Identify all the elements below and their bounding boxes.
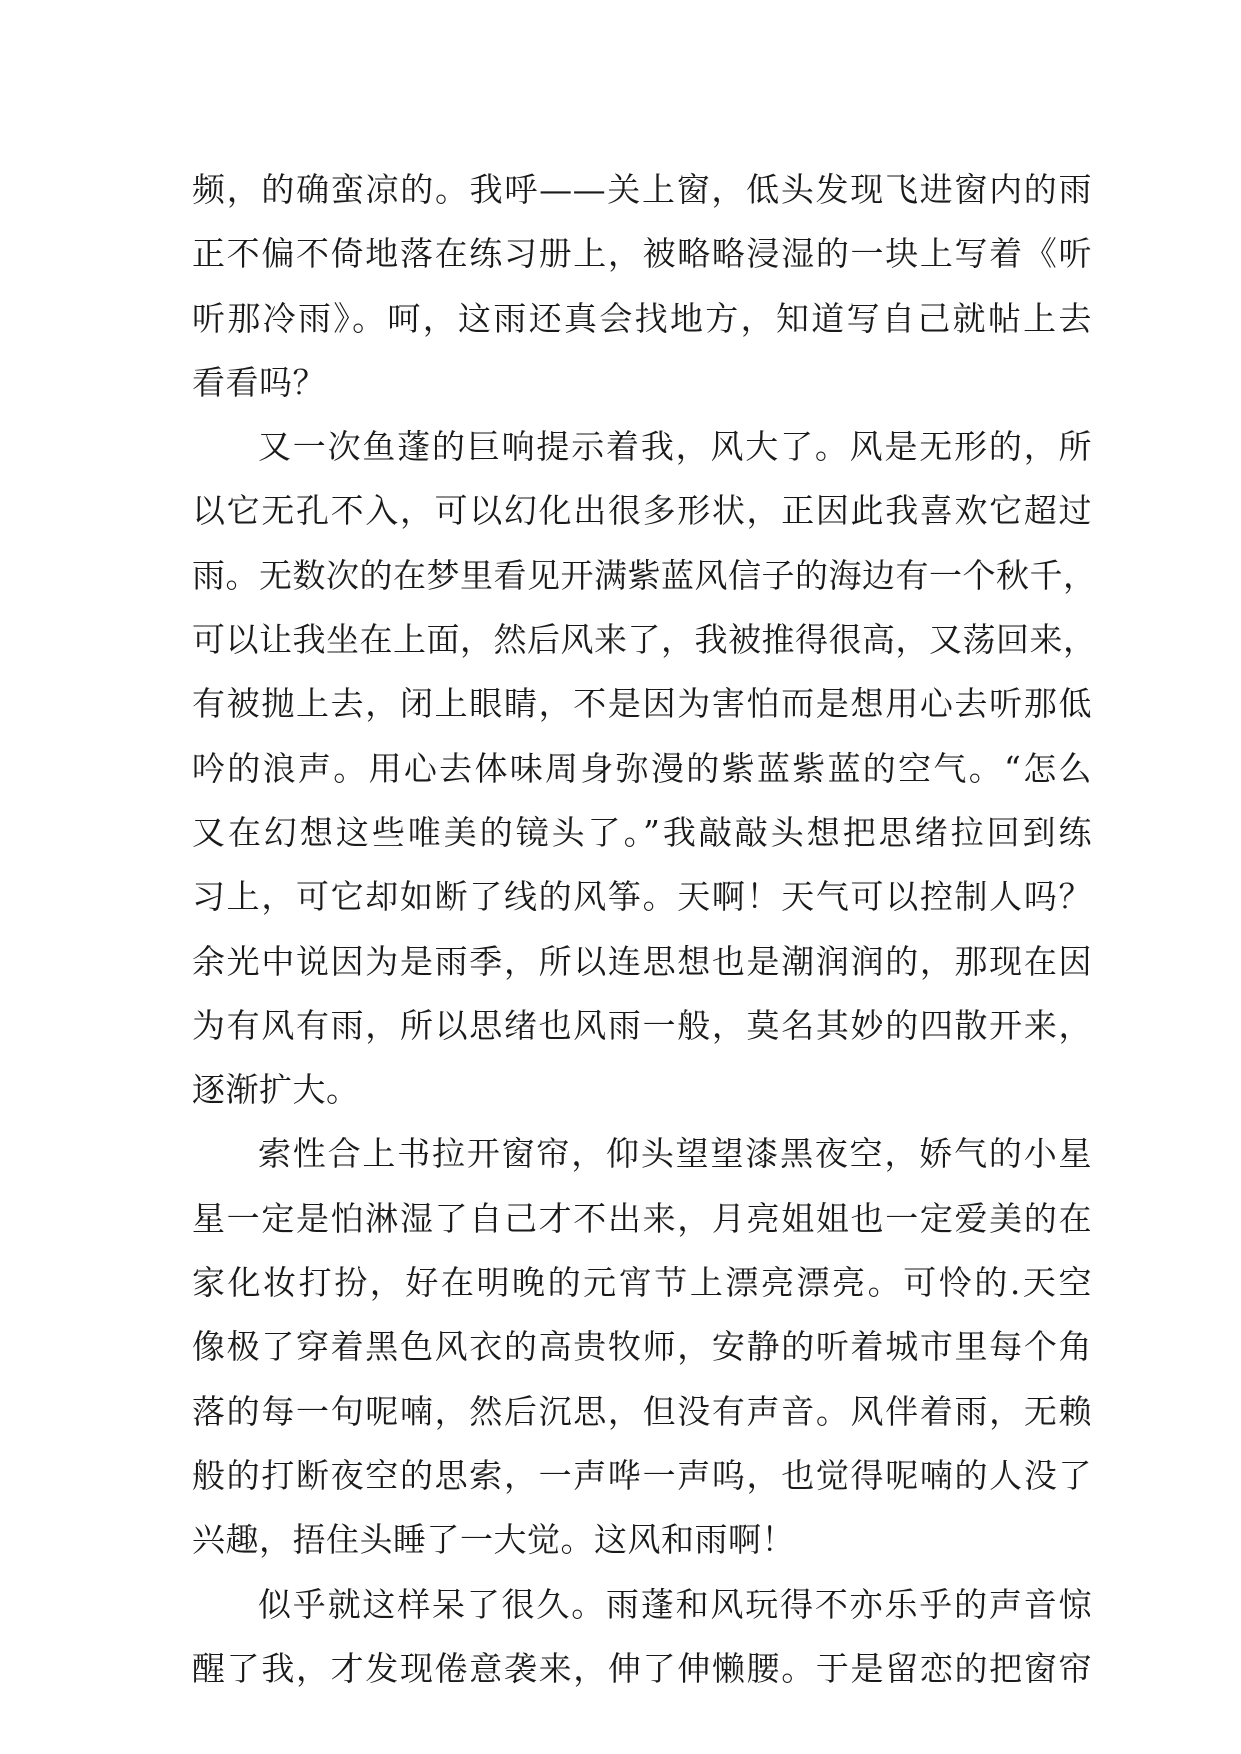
text-line: 落的每一句呢喃，然后沉思，但没有声音。风伴着雨，无赖 [192, 1391, 1092, 1431]
text-line: 看看吗？ [192, 362, 326, 402]
text-line: 可以让我坐在上面，然后风来了，我被推得很高，又荡回来， [192, 620, 1097, 660]
text-line: 吟的浪声。用心去体味周身弥漫的紫蓝紫蓝的空气。“怎么 [192, 748, 1092, 788]
text-line: 又一次鱼蓬的巨响提示着我，风大了。风是无形的，所 [258, 427, 1092, 467]
text-line: 醒了我，才发现倦意袭来，伸了伸懒腰。于是留恋的把窗帘 [192, 1648, 1092, 1688]
text-line: 雨。无数次的在梦里看见开满紫蓝风信子的海边有一个秋千， [192, 555, 1097, 595]
text-line: 听那冷雨》。呵，这雨还真会找地方，知道写自己就帖上去 [192, 298, 1092, 338]
text-line: 索性合上书拉开窗帘，仰头望望漆黑夜空，娇气的小星 [258, 1134, 1092, 1174]
text-line: 为有风有雨，所以思绪也风雨一般，莫名其妙的四散开来， [192, 1005, 1092, 1045]
text-line: 正不偏不倚地落在练习册上，被略略浸湿的一块上写着《听 [192, 234, 1092, 274]
text-line: 像极了穿着黑色风衣的高贵牧师，安静的听着城市里每个角 [192, 1327, 1092, 1367]
text-line: 似乎就这样呆了很久。雨蓬和风玩得不亦乐乎的声音惊 [258, 1584, 1092, 1624]
text-line: 兴趣，捂住头睡了一大觉。这风和雨啊！ [192, 1520, 795, 1560]
text-line: 余光中说因为是雨季，所以连思想也是潮润润的，那现在因 [192, 941, 1092, 981]
text-line: 频，的确蛮凉的。我呼——关上窗，低头发现飞进窗内的雨 [192, 170, 1092, 209]
text-line: 以它无孔不入，可以幻化出很多形状，正因此我喜欢它超过 [192, 491, 1092, 531]
body-text [192, 158, 1097, 1701]
text-line: 家化妆打扮，好在明晚的元宵节上漂亮漂亮。可怜的.天空 [192, 1263, 1092, 1303]
text-line: 有被抛上去，闭上眼睛，不是因为害怕而是想用心去听那低 [192, 684, 1092, 724]
text-line: 习上，可它却如断了线的风筝。天啊！天气可以控制人吗？ [192, 877, 1092, 917]
text-line: 般的打断夜空的思索，一声哗一声呜，也觉得呢喃的人没了 [192, 1455, 1092, 1495]
text-line: 又在幻想这些唯美的镜头了。”我敲敲头想把思绪拉回到练 [192, 812, 1092, 852]
text-line: 逐渐扩大。 [192, 1070, 360, 1110]
text-line: 星一定是怕淋湿了自己才不出来，月亮姐姐也一定爱美的在 [192, 1198, 1092, 1238]
